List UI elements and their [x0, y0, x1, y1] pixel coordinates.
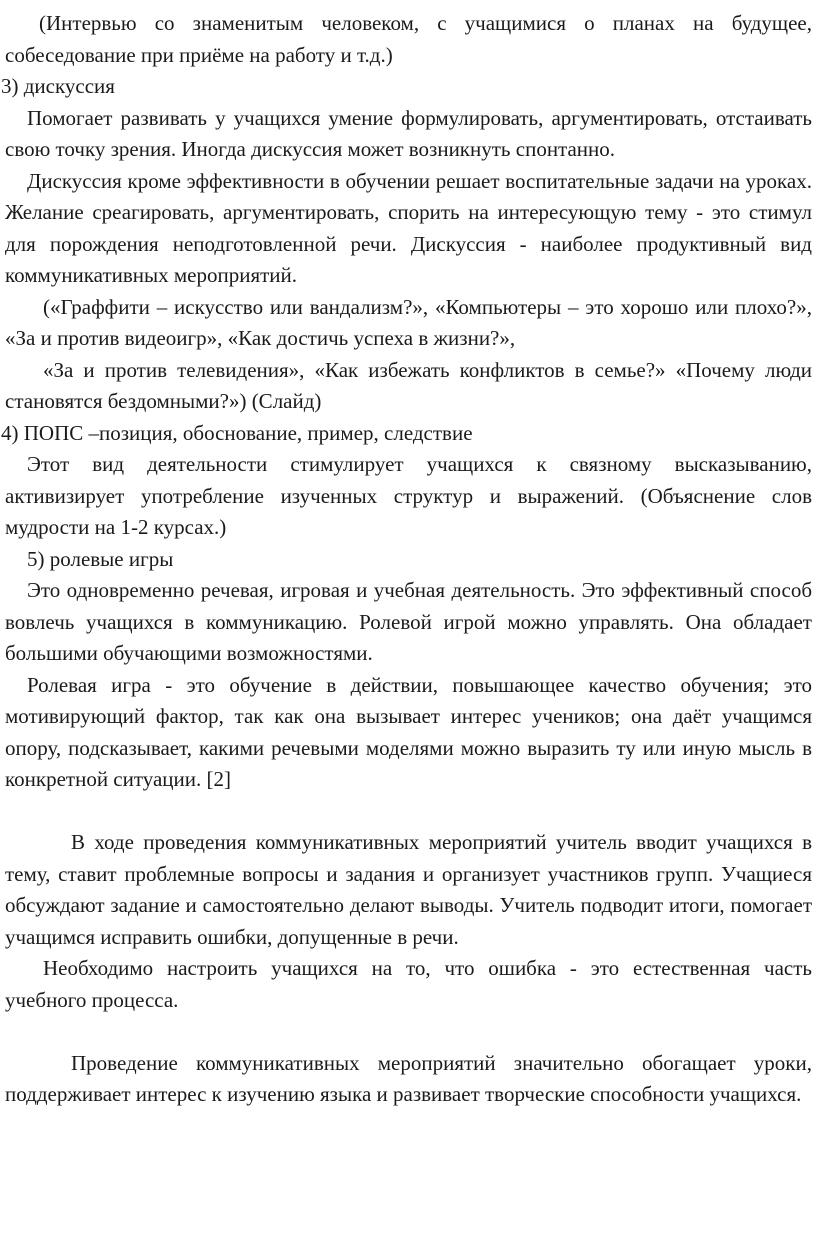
- paragraph-role-play-learning: Ролевая игра - это обучение в действии, повышающее качество обучения; это мотивирующий фактор, так как она вызывает интерес учеников; она даёт учащимся опору, подсказывает, какими речевыми моделями можно выразить ту или иную мысль в конкретной ситуации. [2]: [5, 672, 812, 791]
- paragraph-discussion-topics-2: «За и против телевидения», «Как избежать конфликтов в семье?» «Почему люди становятся бездомными?») (Слайд): [5, 357, 812, 413]
- paragraph-interview-examples: (Интервью со знаменитым человеком, с учащимися о планах на будущее, собеседование при приёме на работу и т.д.): [5, 11, 812, 67]
- paragraph-mistakes: Необходимо настроить учащихся на то, что ошибка - это естественная часть учебного процесса.: [5, 956, 812, 1012]
- paragraph-discussion-skills: Помогает развивать у учащихся умение формулировать, аргументировать, отстаивать свою точку зрения. Иногда дискуссия может возникнуть спонтанно.: [5, 105, 812, 161]
- paragraph-teacher-role: В ходе проведения коммуникативных мероприятий учитель вводит учащихся в тему, ставит проблемные вопросы и задания и организует участников групп. Учащиеся обсуждают задание и самостоятельно делают выводы. Учитель подводит итоги, помогает учащимся исправить ошибки, допущенные в речи.: [5, 830, 812, 949]
- paragraph-role-play-activity: Это одновременно речевая, игровая и учебная деятельность. Это эффективный способ вовлечь учащихся в коммуникацию. Ролевой игрой можно управлять. Она обладает большими обучающими возможностями.: [5, 578, 812, 665]
- paragraph-conclusion: Проведение коммуникативных мероприятий значительно обогащает уроки, поддерживает интерес к изучению языка и развивает творческие способности учащихся.: [5, 1050, 812, 1106]
- blank-line: [5, 796, 812, 828]
- paragraph-pops-description: Этот вид деятельности стимулирует учащихся к связному высказыванию, активизирует употребление изученных структур и выражений. (Объяснение слов мудрости на 1-2 курсах.): [5, 452, 812, 539]
- heading-role-play: 5) ролевые игры: [27, 546, 174, 571]
- paragraph-discussion-benefits: Дискуссия кроме эффективности в обучении решает воспитательные задачи на уроках. Желание среагировать, аргументировать, спорить на интересующую тему - это стимул для порождения неподготовленной речи. Дискуссия - наиболее продуктивный вид коммуникативных мероприятий.: [5, 168, 812, 287]
- paragraph-discussion-topics-1: («Граффити – искусство или вандализм?», «Компьютеры – это хорошо или плохо?», «За и против видеоигр», «Как достичь успеха в жизни?»,: [5, 294, 812, 350]
- blank-line: [5, 1016, 812, 1048]
- heading-pops: 4) ПОПС –позиция, обоснование, пример, следствие: [1, 420, 473, 445]
- heading-discussion: 3) дискуссия: [1, 74, 115, 98]
